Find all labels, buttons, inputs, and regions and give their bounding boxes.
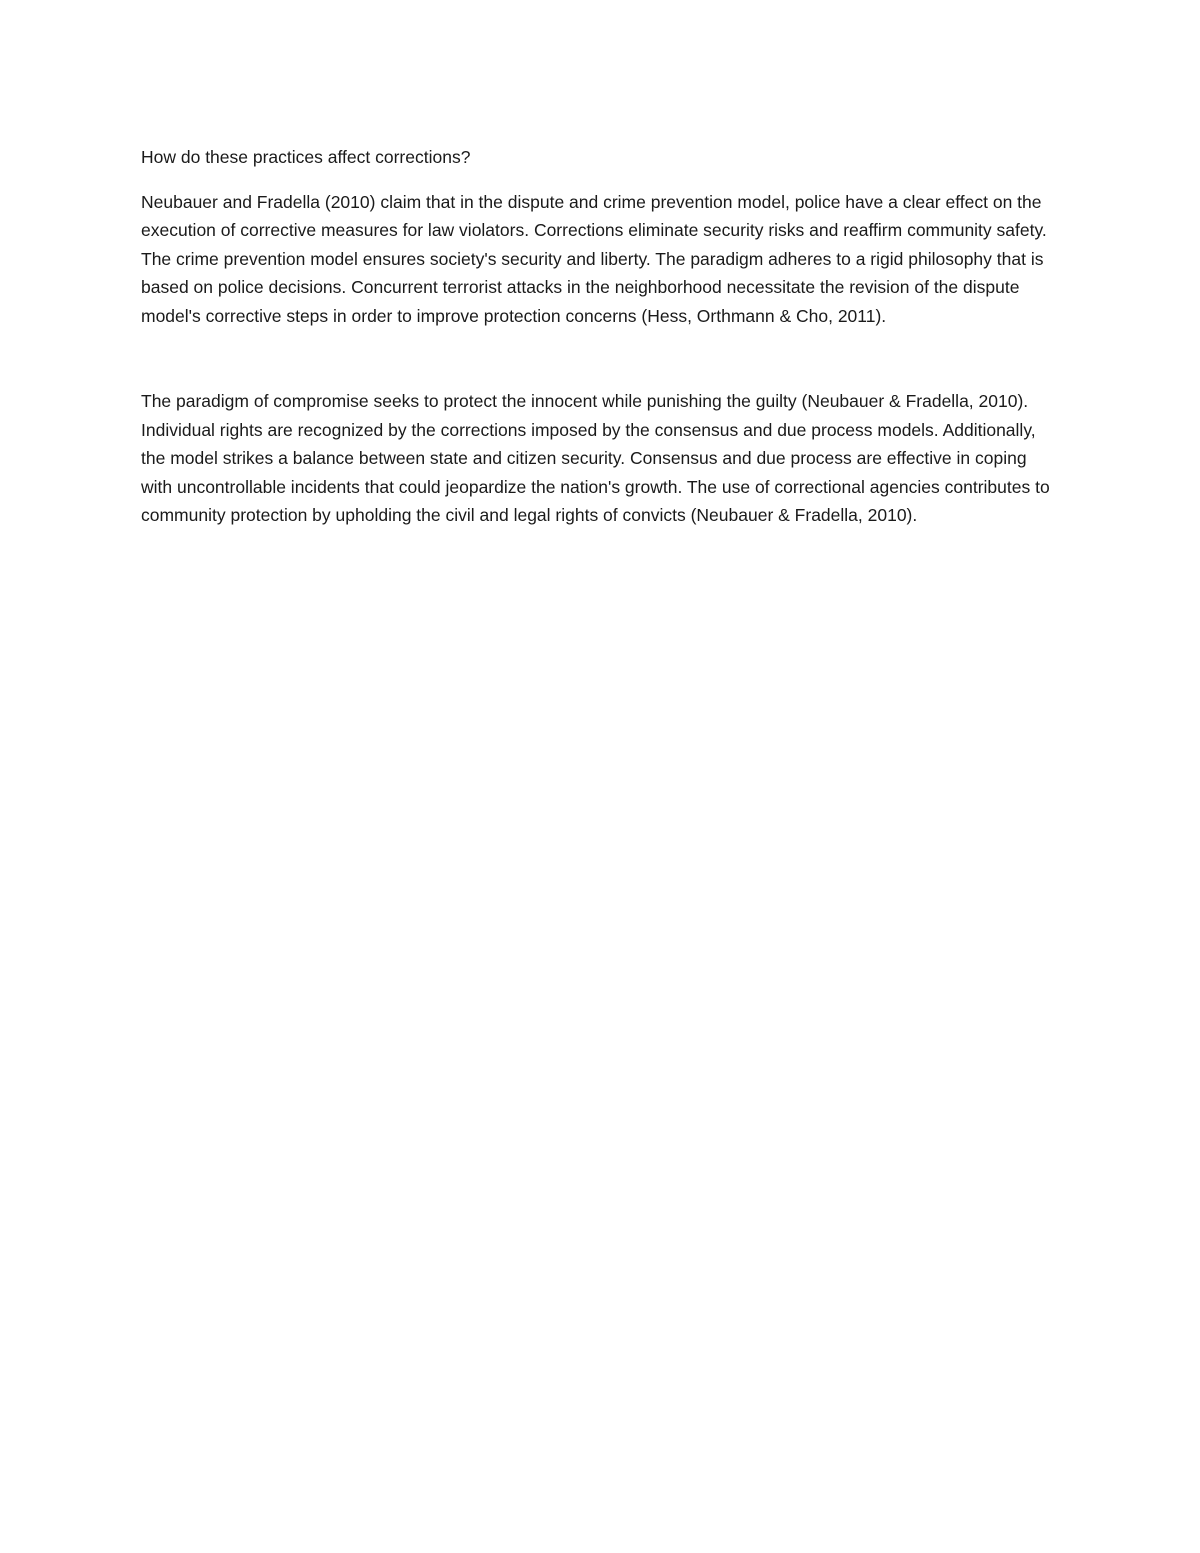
paragraph-1: Neubauer and Fradella (2010) claim that in the dispute and crime prevention model, police have a clear effect on the execution of corrective measures for law violators. Corrections eliminate security risks and reaffirm community safety. The crime prevention model ensures society's security and liberty. The paradigm adheres to a rigid philosophy that is based on police decisions. Concurrent terrorist attacks in the neighborhood necessitate the revision of the dispute model's corrective steps in order to improve protection concerns (Hess, Orthmann & Cho, 2011). bbox=[141, 191, 1047, 326]
document-body bbox=[141, 143, 1061, 530]
paragraph-2: The paradigm of compromise seeks to protect the innocent while punishing the guilty (Neubauer & Fradella, 2010). Individual rights are recognized by the corrections imposed by the consensus and due process models. Additionally, the model strikes a balance between state and citizen security. Consensus and due process are effective in coping with uncontrollable incidents that could jeopardize the nation's growth. The use of correctional agencies contributes to community protection by upholding the civil and legal rights of convicts (Neubauer & Fradella, 2010). bbox=[141, 391, 1050, 525]
paragraph-spacer bbox=[141, 330, 1061, 387]
question-heading: How do these practices affect corrections? bbox=[141, 147, 471, 167]
